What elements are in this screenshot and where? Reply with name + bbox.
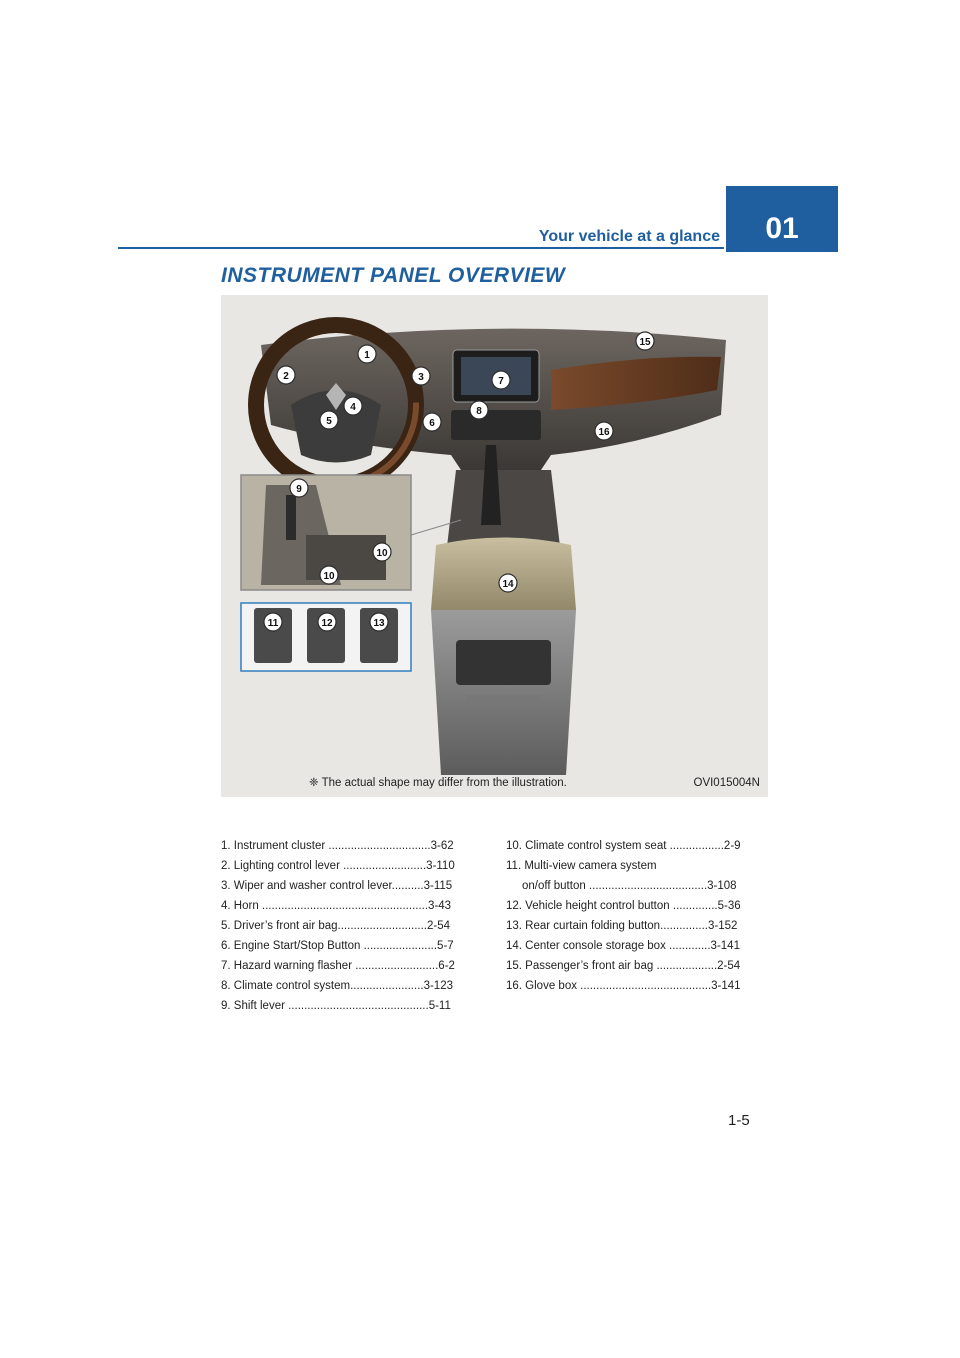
svg-text:6: 6 [429, 418, 435, 429]
callout-10a [373, 543, 391, 561]
list-item-sub: on/off button .....................................3-108 [522, 880, 737, 892]
svg-text:7: 7 [498, 376, 504, 387]
list-item: 8. Climate control system.......................3-123 [221, 980, 453, 992]
list-item: 10. Climate control system seat .................2-9 [506, 840, 741, 852]
list-item: 12. Vehicle height control button ..............5-36 [506, 900, 741, 912]
list-item: 3. Wiper and washer control lever..........3-115 [221, 880, 453, 892]
list-item: 5. Driver’s front air bag............................2-54 [221, 920, 451, 932]
section-title: INSTRUMENT PANEL OVERVIEW [221, 264, 566, 287]
illustration-note: ❈ The actual shape may differ from the illustration. [309, 777, 567, 789]
callout-4 [344, 397, 362, 415]
svg-text:14: 14 [502, 579, 514, 590]
list-item: 4. Horn ....................................................3-43 [221, 900, 452, 912]
callout-6 [423, 413, 441, 431]
running-header: Your vehicle at a glance [538, 228, 720, 245]
legend-list-left [221, 836, 484, 1016]
list-item: 14. Center console storage box .............3-141 [506, 940, 740, 952]
chapter-number: 01 [726, 186, 838, 252]
list-item: 2. Lighting control lever ..........................3-110 [221, 860, 455, 872]
svg-text:13: 13 [373, 618, 385, 629]
svg-text:8: 8 [476, 406, 482, 417]
svg-text:4: 4 [350, 402, 356, 413]
figure-code: OVI015004N [693, 777, 760, 789]
svg-text:3: 3 [418, 372, 424, 383]
callout-15 [636, 332, 654, 350]
svg-text:10: 10 [376, 548, 388, 559]
svg-text:16: 16 [598, 427, 610, 438]
svg-text:1: 1 [364, 350, 370, 361]
header-rule [118, 247, 724, 249]
list-item-label: 11. Multi-view camera system [506, 860, 657, 872]
legend-list-right [506, 836, 768, 996]
svg-text:12: 12 [321, 618, 333, 629]
callout-9 [290, 479, 308, 497]
svg-text:2: 2 [283, 371, 289, 382]
callout-7 [492, 371, 510, 389]
svg-text:10: 10 [323, 571, 335, 582]
callout-3 [412, 367, 430, 385]
callout-14 [499, 574, 517, 592]
callout-11 [264, 613, 282, 631]
svg-text:15: 15 [639, 337, 651, 348]
page-number: 1-5 [728, 1112, 750, 1129]
callout-12 [318, 613, 336, 631]
list-item: 1. Instrument cluster ................................3-62 [221, 840, 454, 852]
svg-text:9: 9 [296, 484, 302, 495]
callout-1 [358, 345, 376, 363]
list-item [506, 856, 768, 896]
list-item: 9. Shift lever ............................................5-11 [221, 1000, 451, 1012]
callout-10b [320, 566, 338, 584]
callout-13 [370, 613, 388, 631]
callout-5 [320, 411, 338, 429]
list-item: 6. Engine Start/Stop Button .......................5-7 [221, 940, 454, 952]
svg-text:11: 11 [267, 618, 279, 629]
list-item: 16. Glove box .........................................3-141 [506, 980, 741, 992]
list-item: 13. Rear curtain folding button...............3-152 [506, 920, 738, 932]
callout-16 [595, 422, 613, 440]
list-item: 15. Passenger’s front air bag ...................2-54 [506, 960, 741, 972]
dashboard-drawing [221, 295, 768, 797]
list-item: 7. Hazard warning flasher ..........................6-2 [221, 960, 455, 972]
svg-text:5: 5 [326, 416, 332, 427]
callout-8 [470, 401, 488, 419]
callout-2 [277, 366, 295, 384]
instrument-panel-illustration [221, 295, 768, 797]
